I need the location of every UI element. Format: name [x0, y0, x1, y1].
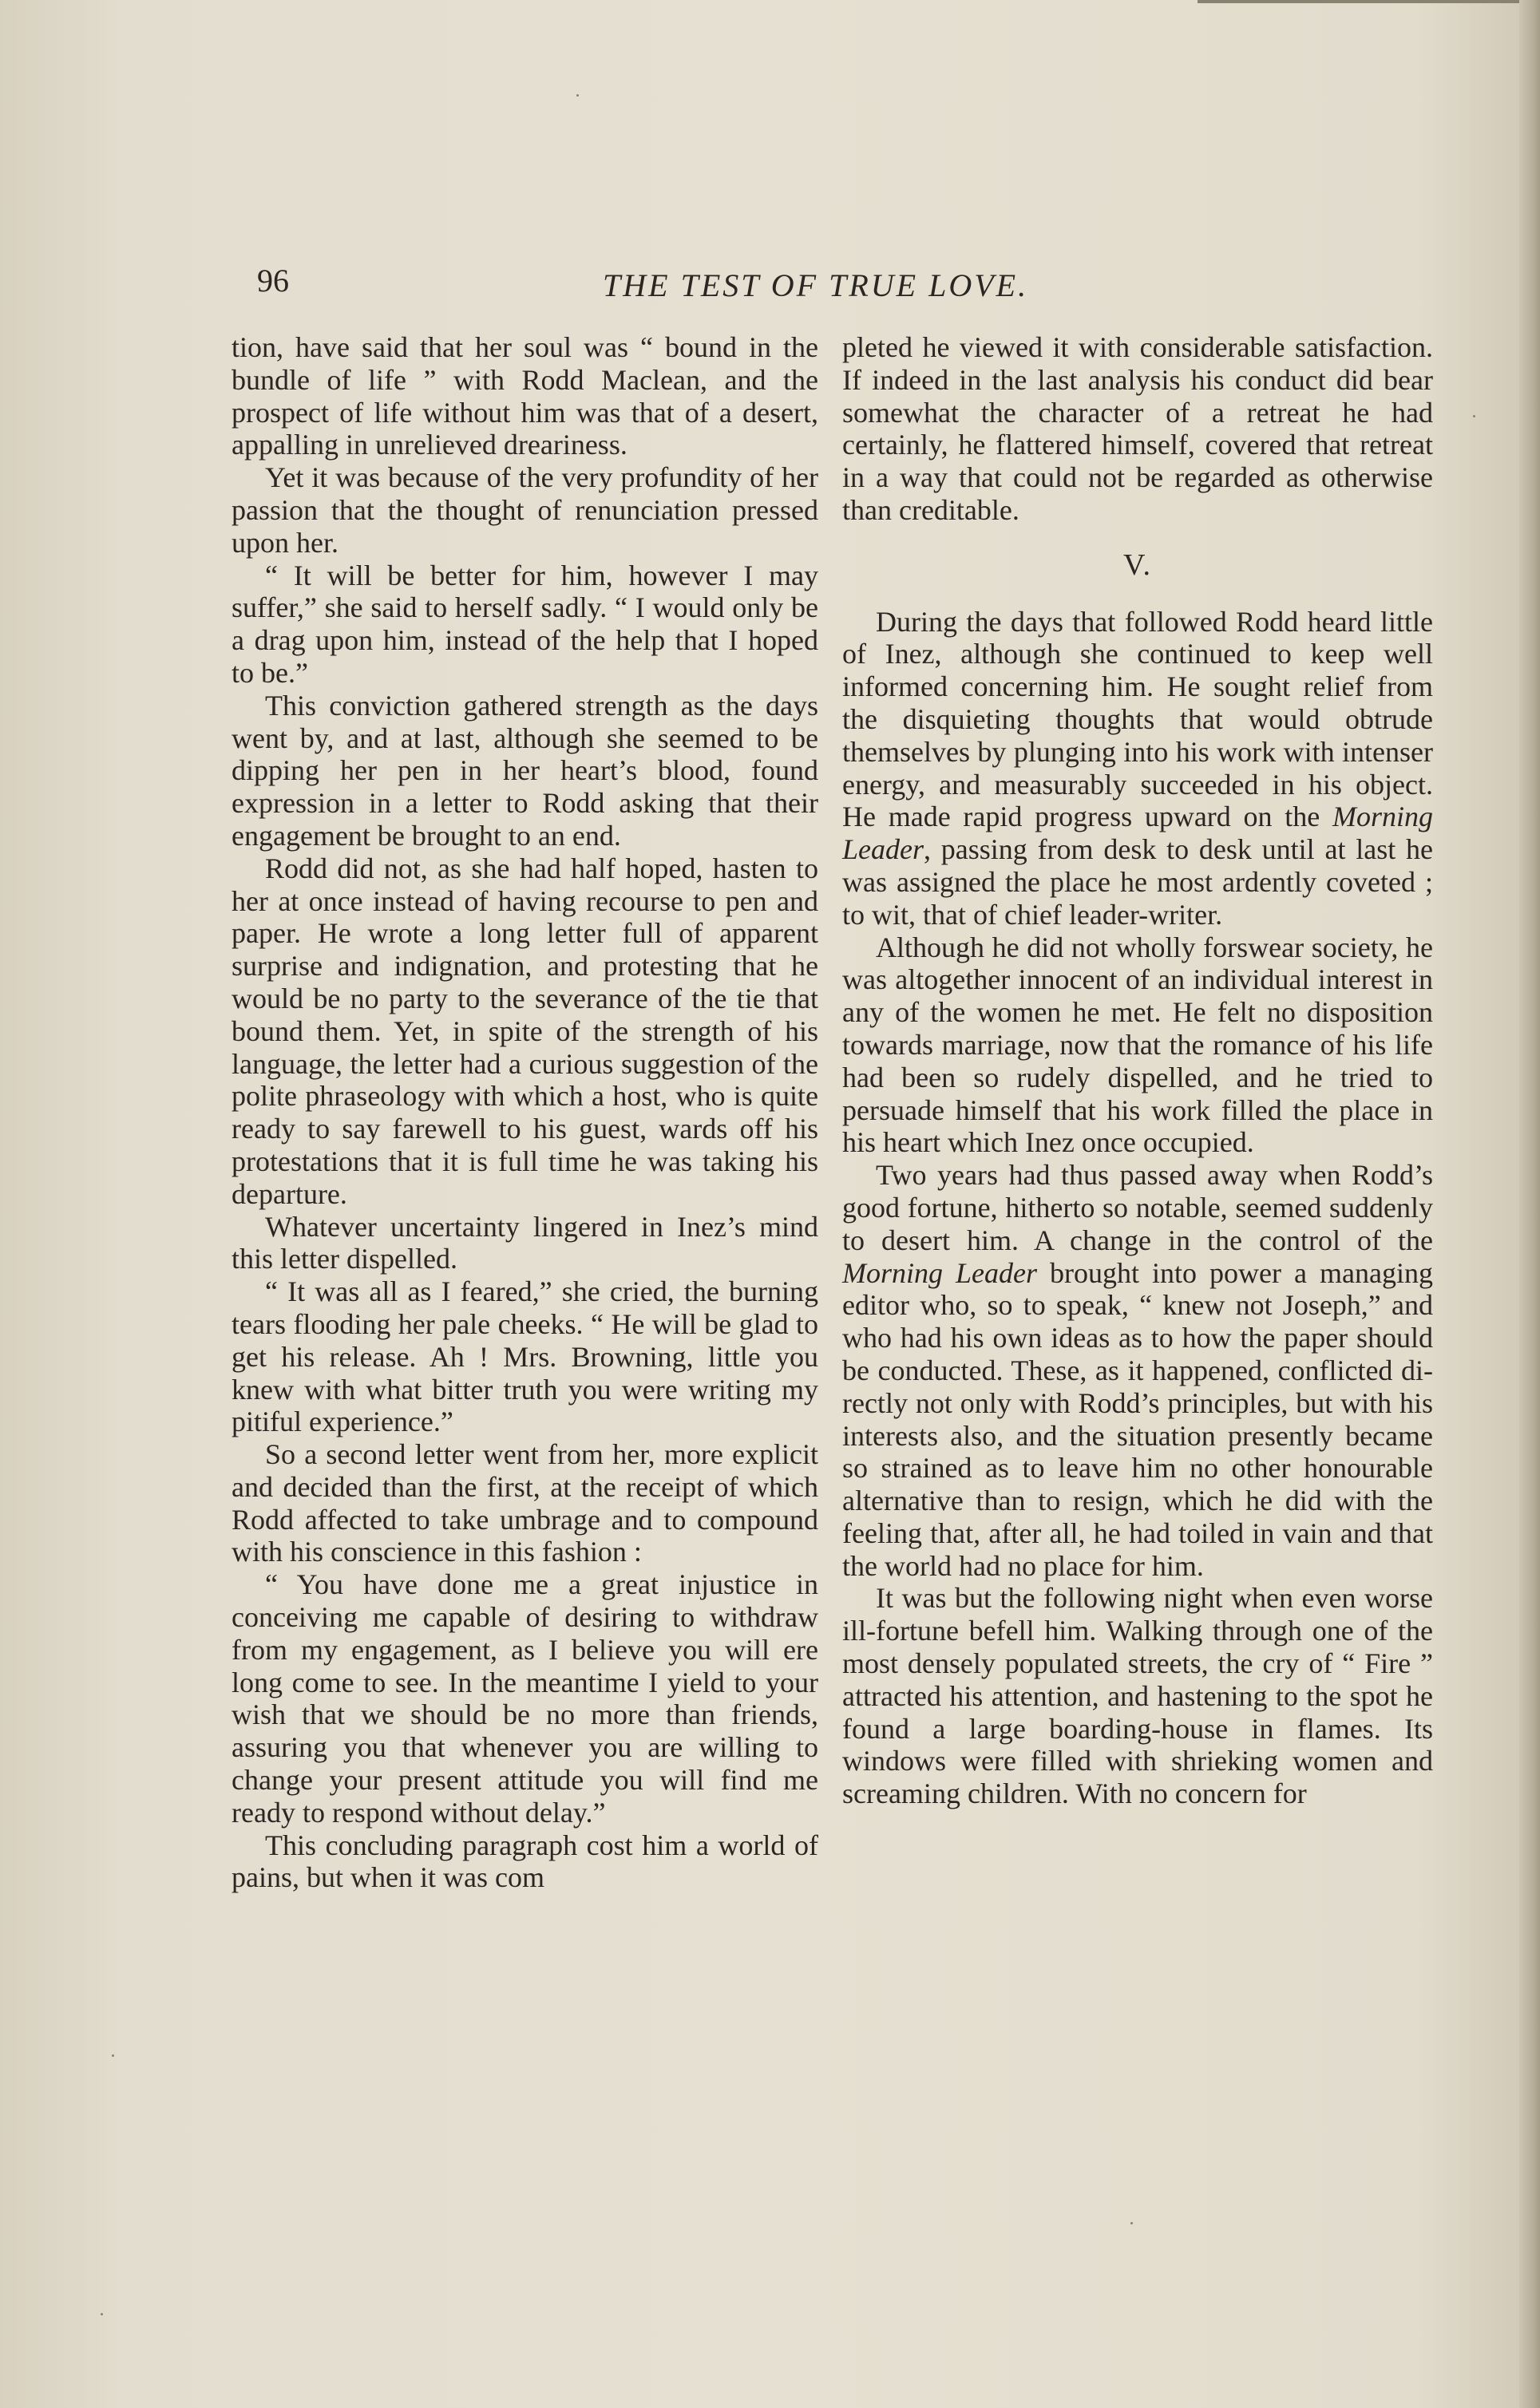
- page-gutter-shadow: [1519, 0, 1540, 2408]
- paragraph: This concluding paragraph cost him a world of pains, but when it was com: [232, 1829, 818, 1894]
- newspaper-title: Morning Leader: [842, 1256, 1038, 1289]
- paragraph: “ It was all as I feared,” she cried, the burning tears flooding her pale cheeks. “ He will be glad to get his release. Ah ! Mrs. Browning, little you knew with what bitter truth you were writing my pitiful experience.”: [232, 1275, 818, 1438]
- paper-speck: [1473, 415, 1475, 417]
- page-number: 96: [257, 263, 289, 299]
- newspaper-title: Morning Leader: [842, 801, 1433, 866]
- paragraph: pleted he viewed it with considerable satisfaction. If indeed in the last analysis his conduct did bear somewhat the character of a retreat he had certainly, he flattered himself, covered that retreat in a way that could not be regarded as otherwise than creditable.: [842, 331, 1433, 526]
- paragraph: Although he did not wholly forswear society, he was altogether innocent of an individual interest in any of the women he met. He felt no disposition towards marriage, now that the romance of his life had been so rudely dispelled, and he tried to persuade himself that his work filled the place in his heart which Inez once occupied.: [842, 931, 1433, 1159]
- paragraph: “ It will be better for him, however I may suffer,” she said to herself sadly. “ I would only be a drag upon him, instead of the help that I hoped to be.”: [232, 559, 818, 689]
- paragraph: tion, have said that her soul was “ bound in the bundle of life ” with Rodd Maclean, and the prospect of life without him was that of a desert, appalling in unrelieved dreariness.: [232, 331, 818, 461]
- paragraph: During the days that followed Rodd heard little of Inez, although she continued to keep well informed concerning him. He sought relief from the disquieting thoughts that would obtrude themselves by plunging into his work with intenser energy, and measurably succeeded in his object. He made rapid progress upward on the Morning Leader, passing from desk to desk until at last he was assigned the place he most ardently coveted ; to wit, that of chief leader-writer.: [842, 605, 1433, 931]
- chapter-heading: V.: [1122, 548, 1153, 582]
- paragraph: So a second letter went from her, more explicit and decided than the first, at the receipt of which Rodd affected to take umbrage and to compound with his conscience in this fashion :: [232, 1438, 818, 1568]
- paper-speck: [101, 2313, 103, 2315]
- paragraph: It was but the following night when even worse ill-fortune befell him. Walking through one of the most densely populated streets, the cry of “ Fire ” attracted his attention, and hastening to the spot he found a large boarding-house in flames. Its windows were filled with shrieking women and screaming children. With no concern for: [842, 1582, 1433, 1810]
- paragraph: Whatever uncertainty lingered in Inez’s mind this letter dispelled.: [232, 1210, 818, 1275]
- paragraph: Two years had thus passed away when Rodd’s good fortune, hitherto so notable, seemed suddenly to desert him. A change in the control of the Morning Leader brought into power a managing editor who, so to speak, “ knew not Joseph,” and who had his own ideas as to how the paper should be conducted. These, as it happened, conflicted directly not only with Rodd’s principles, but with his interests also, and the situation presently became so strained as to leave him no other honourable alternative than to resign, which he did with the feeling that, after all, he had toiled in vain and that the world had no place for him.: [842, 1159, 1433, 1582]
- text-column-left: [232, 331, 818, 1894]
- text-column-right: [842, 331, 1433, 1810]
- running-title: THE TEST OF TRUE LOVE.: [603, 267, 1029, 303]
- top-edge-rule: [1198, 0, 1540, 3]
- paragraph: Rodd did not, as she had half hoped, hasten to her at once instead of having recourse to pen and paper. He wrote a long letter full of apparent surprise and indignation, and protesting that he would be no party to the severance of the tie that bound them. Yet, in spite of the strength of his language, the letter had a curious suggestion of the polite phraseology with which a host, who is quite ready to say farewell to his guest, wards off his protestations that it is full time he was taking his departure.: [232, 852, 818, 1210]
- paper-speck: [576, 94, 579, 97]
- paper-speck: [112, 2054, 114, 2057]
- quoted-letter-paragraph: “ You have done me a great injustice in conceiving me capable of desiring to withdraw from my engagement, as I believe you will ere long come to see. In the meantime I yield to your wish that we should be no more than friends, assuring you that whenever you are willing to change your present attitude you will find me ready to respond without delay.”: [232, 1568, 818, 1829]
- paper-speck: [1130, 2222, 1133, 2224]
- paragraph: Yet it was because of the very profundity of her passion that the thought of renunciation pressed upon her.: [232, 461, 818, 559]
- paragraph: This conviction gathered strength as the days went by, and at last, although she seemed to be dipping her pen in her heart’s blood, found expression in a letter to Rodd asking that their engagement be brought to an end.: [232, 689, 818, 852]
